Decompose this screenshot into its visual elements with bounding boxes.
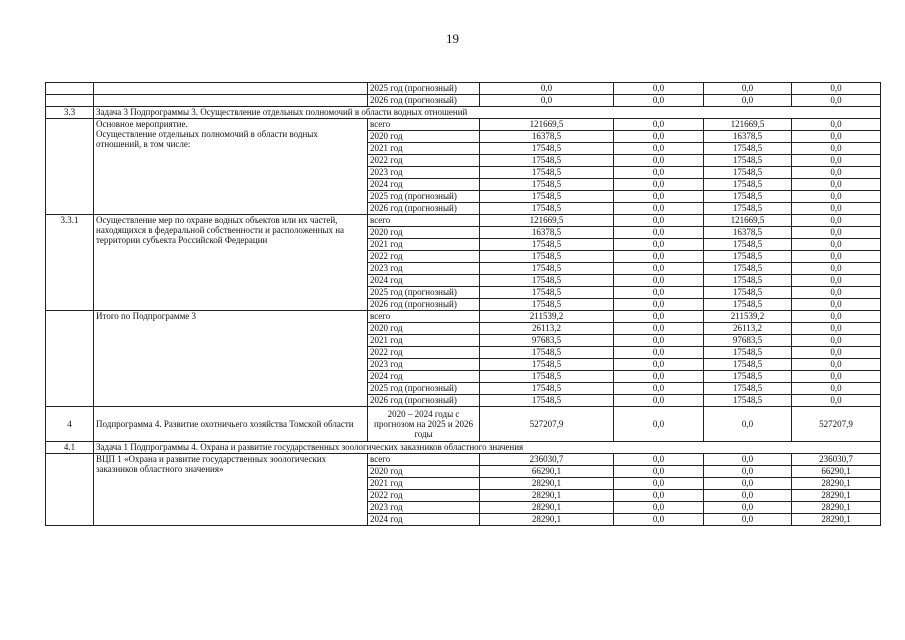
period-cell: 2025 год (прогнозный): [368, 83, 480, 95]
value-cell-3: 0,0: [704, 478, 792, 490]
value-cell-1: 16378,5: [480, 227, 614, 239]
value-cell-2: 0,0: [614, 383, 704, 395]
period-cell: 2025 год (прогнозный): [368, 383, 480, 395]
value-cell-1: 17548,5: [480, 371, 614, 383]
value-cell-1: 211539,2: [480, 311, 614, 323]
value-cell-3: 121669,5: [704, 215, 792, 227]
period-cell: всего: [368, 215, 480, 227]
value-cell-1: 17548,5: [480, 347, 614, 359]
value-cell-1: 236030,7: [480, 454, 614, 466]
period-cell: 2021 год: [368, 335, 480, 347]
table-row: [46, 454, 881, 466]
value-cell-1: 17548,5: [480, 167, 614, 179]
value-cell-2: 0,0: [614, 347, 704, 359]
value-cell-2: 0,0: [614, 323, 704, 335]
row-number: 3.3: [46, 107, 94, 119]
value-cell-4: 0,0: [792, 95, 881, 107]
value-cell-2: 0,0: [614, 311, 704, 323]
value-cell-2: 0,0: [614, 514, 704, 526]
value-cell-3: 17548,5: [704, 383, 792, 395]
row-number: [46, 83, 94, 95]
value-cell-1: 0,0: [480, 83, 614, 95]
period-cell: 2024 год: [368, 275, 480, 287]
value-cell-3: 0,0: [704, 490, 792, 502]
period-cell: 2021 год: [368, 143, 480, 155]
value-cell-4: 0,0: [792, 263, 881, 275]
value-cell-4: 28290,1: [792, 490, 881, 502]
value-cell-1: 121669,5: [480, 119, 614, 131]
table-row: [46, 311, 881, 323]
row-number: [46, 119, 94, 215]
table-row: [46, 119, 881, 131]
activity-name: Итого по Подпрограмме 3: [94, 311, 368, 407]
value-cell-3: 17548,5: [704, 179, 792, 191]
value-cell-2: 0,0: [614, 203, 704, 215]
value-cell-3: 17548,5: [704, 371, 792, 383]
value-cell-3: 211539,2: [704, 311, 792, 323]
value-cell-3: 17548,5: [704, 395, 792, 407]
row-number: [46, 95, 94, 107]
value-cell-3: 0,0: [704, 95, 792, 107]
period-cell: 2020 год: [368, 466, 480, 478]
value-cell-3: 17548,5: [704, 143, 792, 155]
row-number: 3.3.1: [46, 215, 94, 311]
value-cell-4: 0,0: [792, 83, 881, 95]
value-cell-4: 0,0: [792, 395, 881, 407]
value-cell-2: 0,0: [614, 407, 704, 442]
value-cell-1: 97683,5: [480, 335, 614, 347]
value-cell-3: 17548,5: [704, 167, 792, 179]
period-cell: 2024 год: [368, 514, 480, 526]
page-number: 19: [446, 31, 459, 46]
value-cell-4: 0,0: [792, 383, 881, 395]
period-cell: 2026 год (прогнозный): [368, 299, 480, 311]
period-cell: 2020 – 2024 годы с прогнозом на 2025 и 2026 годы: [368, 407, 480, 442]
value-cell-1: 17548,5: [480, 203, 614, 215]
value-cell-1: 26113,2: [480, 323, 614, 335]
value-cell-3: 17548,5: [704, 239, 792, 251]
value-cell-3: 17548,5: [704, 359, 792, 371]
value-cell-3: 121669,5: [704, 119, 792, 131]
value-cell-4: 0,0: [792, 167, 881, 179]
value-cell-4: 0,0: [792, 311, 881, 323]
value-cell-3: 17548,5: [704, 191, 792, 203]
period-cell: 2026 год (прогнозный): [368, 395, 480, 407]
activity-name: Подпрограмма 4. Развитие охотничьего хозяйства Томской области: [94, 407, 368, 442]
value-cell-3: 0,0: [704, 466, 792, 478]
value-cell-4: 0,0: [792, 299, 881, 311]
value-cell-4: 0,0: [792, 215, 881, 227]
value-cell-2: 0,0: [614, 502, 704, 514]
value-cell-1: 527207,9: [480, 407, 614, 442]
period-cell: 2022 год: [368, 347, 480, 359]
period-cell: 2025 год (прогнозный): [368, 191, 480, 203]
value-cell-1: 17548,5: [480, 299, 614, 311]
value-cell-4: 0,0: [792, 251, 881, 263]
activity-name: Осуществление мер по охране водных объектов или их частей, находящихся в федеральной собственности и расположенных на территории субъекта Российской Федерации: [94, 215, 368, 311]
value-cell-4: 0,0: [792, 155, 881, 167]
value-cell-3: 17548,5: [704, 299, 792, 311]
value-cell-4: 0,0: [792, 143, 881, 155]
table-row: [46, 83, 881, 95]
value-cell-2: 0,0: [614, 215, 704, 227]
table-row: [46, 95, 881, 107]
value-cell-1: 28290,1: [480, 478, 614, 490]
value-cell-2: 0,0: [614, 251, 704, 263]
value-cell-4: 236030,7: [792, 454, 881, 466]
value-cell-2: 0,0: [614, 239, 704, 251]
value-cell-2: 0,0: [614, 191, 704, 203]
value-cell-1: 28290,1: [480, 514, 614, 526]
period-cell: 2026 год (прогнозный): [368, 95, 480, 107]
value-cell-4: 0,0: [792, 191, 881, 203]
value-cell-2: 0,0: [614, 227, 704, 239]
activity-name: Основное мероприятие. Осуществление отдельных полномочий в области водных отношений, в том числе:: [94, 119, 368, 215]
value-cell-1: 28290,1: [480, 490, 614, 502]
value-cell-2: 0,0: [614, 263, 704, 275]
value-cell-1: 17548,5: [480, 179, 614, 191]
value-cell-2: 0,0: [614, 275, 704, 287]
value-cell-4: 0,0: [792, 371, 881, 383]
value-cell-2: 0,0: [614, 466, 704, 478]
value-cell-3: 16378,5: [704, 131, 792, 143]
task-title: Задача 3 Подпрограммы 3. Осуществление отдельных полномочий в области водных отношений: [94, 107, 881, 119]
value-cell-2: 0,0: [614, 490, 704, 502]
period-cell: 2020 год: [368, 227, 480, 239]
period-cell: 2023 год: [368, 263, 480, 275]
budget-table: [45, 82, 881, 526]
period-cell: всего: [368, 454, 480, 466]
period-cell: 2023 год: [368, 167, 480, 179]
task-title: Задача 1 Подпрограммы 4. Охрана и развитие государственных зоологических заказников областного значения: [94, 442, 881, 454]
period-cell: 2020 год: [368, 131, 480, 143]
period-cell: всего: [368, 311, 480, 323]
value-cell-1: 28290,1: [480, 502, 614, 514]
value-cell-2: 0,0: [614, 335, 704, 347]
value-cell-2: 0,0: [614, 131, 704, 143]
value-cell-3: 17548,5: [704, 347, 792, 359]
value-cell-2: 0,0: [614, 143, 704, 155]
value-cell-2: 0,0: [614, 179, 704, 191]
value-cell-1: 17548,5: [480, 155, 614, 167]
value-cell-2: 0,0: [614, 167, 704, 179]
value-cell-4: 0,0: [792, 131, 881, 143]
period-cell: 2022 год: [368, 251, 480, 263]
value-cell-3: 0,0: [704, 407, 792, 442]
activity-name: [94, 95, 368, 107]
value-cell-1: 121669,5: [480, 215, 614, 227]
value-cell-4: 66290,1: [792, 466, 881, 478]
value-cell-1: 17548,5: [480, 359, 614, 371]
period-cell: всего: [368, 119, 480, 131]
row-number: 4: [46, 407, 94, 442]
value-cell-1: 17548,5: [480, 287, 614, 299]
value-cell-1: 17548,5: [480, 251, 614, 263]
value-cell-3: 17548,5: [704, 287, 792, 299]
value-cell-2: 0,0: [614, 119, 704, 131]
value-cell-3: 97683,5: [704, 335, 792, 347]
row-number: [46, 311, 94, 407]
value-cell-4: 0,0: [792, 203, 881, 215]
value-cell-4: 28290,1: [792, 478, 881, 490]
value-cell-2: 0,0: [614, 95, 704, 107]
value-cell-1: 17548,5: [480, 383, 614, 395]
period-cell: 2026 год (прогнозный): [368, 203, 480, 215]
value-cell-3: 0,0: [704, 454, 792, 466]
value-cell-1: 17548,5: [480, 275, 614, 287]
value-cell-2: 0,0: [614, 287, 704, 299]
table-row: [46, 215, 881, 227]
value-cell-2: 0,0: [614, 359, 704, 371]
value-cell-2: 0,0: [614, 155, 704, 167]
value-cell-1: 66290,1: [480, 466, 614, 478]
activity-name: [94, 83, 368, 95]
value-cell-4: 28290,1: [792, 502, 881, 514]
value-cell-3: 26113,2: [704, 323, 792, 335]
value-cell-1: 17548,5: [480, 143, 614, 155]
period-cell: 2024 год: [368, 179, 480, 191]
value-cell-4: 0,0: [792, 335, 881, 347]
value-cell-2: 0,0: [614, 395, 704, 407]
value-cell-4: 0,0: [792, 227, 881, 239]
value-cell-2: 0,0: [614, 478, 704, 490]
table-row: [46, 407, 881, 442]
period-cell: 2021 год: [368, 478, 480, 490]
value-cell-3: 17548,5: [704, 155, 792, 167]
value-cell-4: 0,0: [792, 119, 881, 131]
value-cell-1: 17548,5: [480, 395, 614, 407]
table-row: [46, 107, 881, 119]
value-cell-4: 0,0: [792, 359, 881, 371]
period-cell: 2020 год: [368, 323, 480, 335]
value-cell-4: 28290,1: [792, 514, 881, 526]
period-cell: 2023 год: [368, 359, 480, 371]
value-cell-2: 0,0: [614, 371, 704, 383]
value-cell-2: 0,0: [614, 83, 704, 95]
period-cell: 2023 год: [368, 502, 480, 514]
value-cell-1: 17548,5: [480, 191, 614, 203]
value-cell-2: 0,0: [614, 299, 704, 311]
period-cell: 2022 год: [368, 155, 480, 167]
value-cell-3: 17548,5: [704, 251, 792, 263]
value-cell-3: 0,0: [704, 502, 792, 514]
period-cell: 2024 год: [368, 371, 480, 383]
value-cell-3: 16378,5: [704, 227, 792, 239]
activity-name: ВЦП 1 «Охрана и развитие государственных зоологических заказников областного значения»: [94, 454, 368, 526]
value-cell-3: 0,0: [704, 83, 792, 95]
value-cell-4: 0,0: [792, 239, 881, 251]
value-cell-1: 0,0: [480, 95, 614, 107]
value-cell-4: 0,0: [792, 323, 881, 335]
value-cell-4: 0,0: [792, 347, 881, 359]
row-number: [46, 454, 94, 526]
row-number: 4.1: [46, 442, 94, 454]
value-cell-4: 0,0: [792, 275, 881, 287]
value-cell-1: 17548,5: [480, 263, 614, 275]
period-cell: 2022 год: [368, 490, 480, 502]
value-cell-4: 0,0: [792, 179, 881, 191]
value-cell-3: 17548,5: [704, 275, 792, 287]
value-cell-3: 17548,5: [704, 263, 792, 275]
value-cell-3: 0,0: [704, 514, 792, 526]
value-cell-4: 0,0: [792, 287, 881, 299]
table-row: [46, 442, 881, 454]
value-cell-4: 527207,9: [792, 407, 881, 442]
period-cell: 2025 год (прогнозный): [368, 287, 480, 299]
period-cell: 2021 год: [368, 239, 480, 251]
value-cell-1: 16378,5: [480, 131, 614, 143]
value-cell-2: 0,0: [614, 454, 704, 466]
value-cell-1: 17548,5: [480, 239, 614, 251]
value-cell-3: 17548,5: [704, 203, 792, 215]
